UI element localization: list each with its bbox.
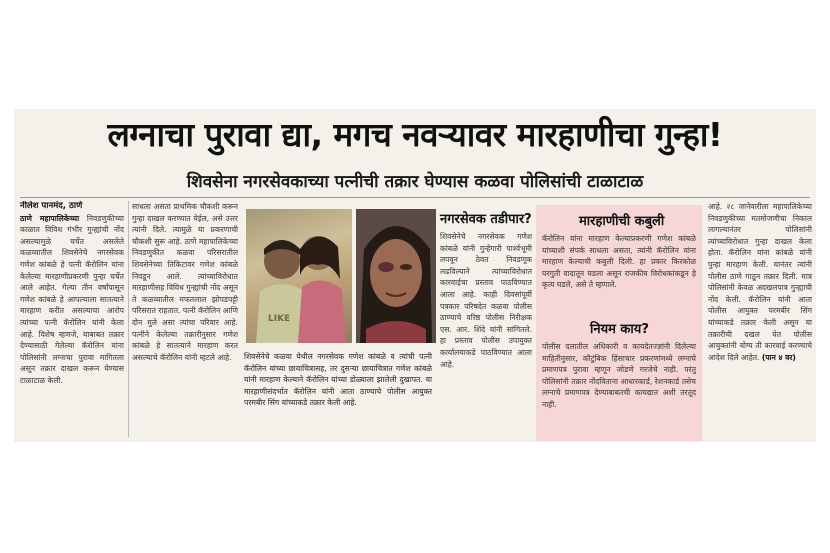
newspaper-clipping <box>14 109 816 442</box>
couple-photo <box>246 209 352 343</box>
column-2-text: साधला असता प्राथमिक चौकशी करून गुन्हा दाखल करण्यात येईल, असे उत्तर त्यांनी दिले. त्यामुळे या प्रकरणाची चौकशी सुरू आहे. ठाणे महापालिकेच्या निवडणुकीत कळवा परिसरातील शिवसेनेच्या तिकिटावर गणेश कांबळे निवडून आले. त्यांच्याविरोधात मारहाणीसह विविध गुन्ह्यांची नोंद असून ते कळव्यातील मफतलाल झोपडपट्टी परिसरात राहतात. पत्नी कॅरोलिन आणि दोन मुले असा त्यांचा परिवार आहे. पत्नीने केलेल्या तक्रारीनुसार गणेश कांबळे हे सातत्याने मारहाण करत असल्याचे कॅरोलिन यांनी म्हटले आहे. <box>132 202 238 362</box>
injury-photo <box>356 209 436 343</box>
dateline: ठाणे महापालिकेच्या <box>20 213 80 223</box>
header-divider <box>20 197 810 198</box>
box-2-title: मारहाणीची कबुली <box>579 214 665 229</box>
box-2-text: कॅरोलिन यांना मारहाण केल्याप्रकरणी गणेश कांबळे यांच्याशी संपर्क साधला असता, त्यांनी कॅरोलिन यांना मारहाण केल्याची कबुली दिली. हा प्रकार किरकोळ घरगुती वादातून घडला असून राजकीय विरोधकांकडून हे कृत्य घडले, असे ते म्हणाले. <box>542 234 696 290</box>
photo-caption: शिवसेनेचे कळवा येथील नगरसेवक गणेश कांबळे व त्यांची पत्नी कॅरोलिन यांच्या छायाचित्रासह, तर दुसऱ्या छायाचित्रात गणेश कांबळे यांनी मारहाण केल्याने कॅरोलिन यांच्या डोळ्याला झालेली दुखापत. या मारहाणीसंदर्भात कॅरोलिन यांनी आता ठाण्याचे पोलीस आयुक्त परमबीर सिंग यांच्याकडे तक्रार केली आहे. <box>238 347 438 440</box>
column-separator <box>128 201 129 437</box>
article-column-1 <box>20 201 124 439</box>
injury-photo-image <box>356 209 436 343</box>
byline: नीलेश पानमंद, ठाणे <box>20 201 83 211</box>
subheadline: शिवसेना नगरसेवकाच्या पत्नीची तक्रार घेण्यास कळवा पोलिसांची टाळाटाळ <box>186 172 644 192</box>
svg-text:LIKE: LIKE <box>268 314 291 324</box>
box-3-text: पोलीस दलातील अधिकारी व कायदेतज्ज्ञांनी दिलेल्या माहितीनुसार, कौटुंबिक हिंसाचार प्रकरणांमध्ये लग्नाचे प्रमाणपत्र पुरावा म्हणून जोडणे गरजेचे नाही. परंतु पोलिसांनी तक्रार नोंदविताना आधारकार्ड, रेशनकार्ड तसेच लग्नाचे प्रमाणपत्र देण्याबाबतची कायद्यात अशी तरतूद नाही. <box>542 342 696 409</box>
article-column-right <box>708 201 812 439</box>
article-column-2 <box>132 201 238 439</box>
box-1-title: नगरसेवक तडीपार? <box>440 212 532 227</box>
couple-photo-image <box>246 209 352 343</box>
right-column-text: आहे. २८ जानेवारीला महापालिकेच्या निवडणुकीच्या मतमोजणीचा निकाल लागल्यानंतर पोलिसांनी त्यांच्याविरोधात गुन्हा दाखल केला होता. कॅरोलिन यांना कांबळे यांनी पुन्हा मारहाण केली. यानंतर त्यांनी पोलीस ठाणे गाठून तक्रार दिली. मात्र पोलिसांनी केवळ अदखलपात्र गुन्ह्याची नोंद केली. कॅरोलिन यांनी आता पोलीस आयुक्त परमबीर सिंग यांच्याकडे तक्रार केली असून या तक्रारीची दखल घेत पोलीस आयुक्तांनी योग्य ती कारवाई करण्याचे आदेश दिले आहेत. <box>708 202 812 362</box>
continued-label: (पान ४ वर) <box>761 352 796 362</box>
headline: लग्नाचा पुरावा द्या, मगच नवऱ्यावर मारहाणीचा गुन्हा! <box>107 115 723 154</box>
box-3-title: नियम काय? <box>590 322 649 337</box>
column-1-text: निवडणुकीच्या काळात विविध गंभीर गुन्ह्यांची नोंद असल्यामुळे चर्चेत असलेले कळव्यातील शिवसेनेचे नगरसेवक गणेश कांबळे हे पत्नी कॅरोलिन यांना केलेल्या मारहाणीप्रकरणी पुन्हा चर्चेत आले आहेत. गेल्या तीन वर्षांपासून गणेश कांबळे हे आपल्याला सातत्याने मारहाण करीत असल्याचा आरोप त्यांच्या पत्नी कॅरोलिन यांनी केला आहे. विशेष म्हणजे, याबाबत तक्रार देण्यासाठी गेलेल्या कॅरोलिन यांना पोलिसांनी लग्नाचा पुरावा मागितला असून तक्रार दाखल करून घेण्यास टाळाटाळ केली. <box>20 213 124 385</box>
box-1-text: शिवसेनेचे नगरसेवक गणेश कांबळे यांनी गुन्हेगारी पार्श्वभूमी लपवून ठेवत निवडणूक लढविल्याने त्यांच्याविरोधात कारवाईचा प्रस्ताव पाठविण्यात आला आहे. काही दिवसांपूर्वी पत्रकार परिषदेत कळवा पोलीस ठाण्याचे वरिष्ठ पोलीस निरीक्षक एस. आर. शिंदे यांनी सांगितले. हा प्रस्ताव पोलीस उपायुक्त कार्यालयाकडे पाठविण्यात आला आहे. <box>440 232 532 369</box>
